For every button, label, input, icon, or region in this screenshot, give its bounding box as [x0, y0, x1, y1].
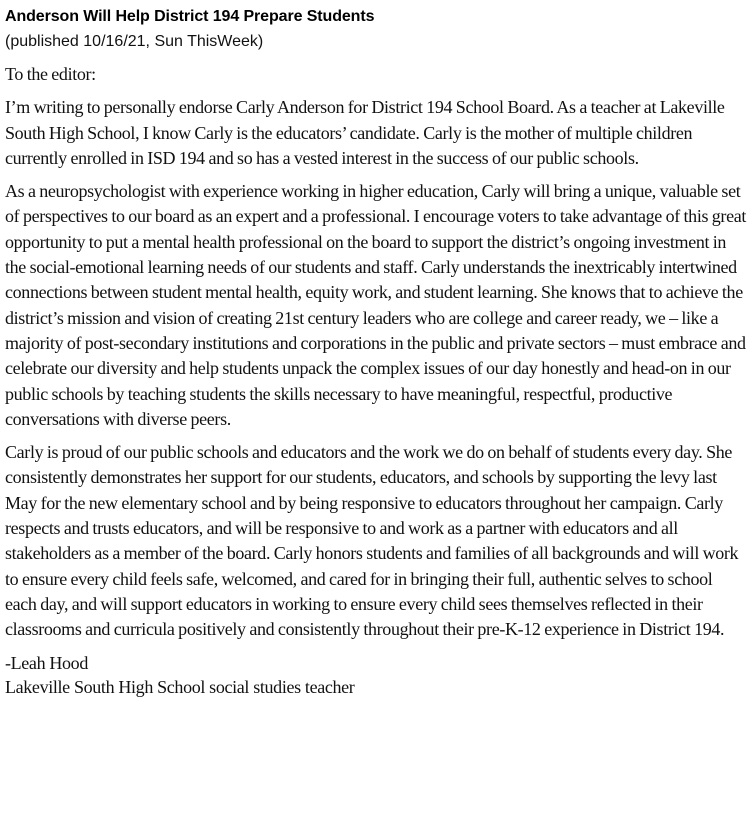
- signature-role: Lakeville South High School social studies teacher: [5, 676, 355, 697]
- signature-block: [5, 651, 746, 699]
- publication-info: (published 10/16/21, Sun ThisWeek): [5, 33, 264, 50]
- paragraph-support: Carly is proud of our public schools and educators and the work we do on behalf of students every day. She consistently demonstrates her support for our students, educators, and schools by supporting the levy last May for the new elementary school and by being responsive to educators throughout her campaign. Carly respects and trusts educators, and will be responsive to and work as a partner with educators and all stakeholders as a member of the board. Carly honors students and families of all backgrounds and will work to ensure every child feels safe, welcomed, and cared for in bringing their full, authentic selves to school each day, and will support educators in working to ensure every child sees themselves reflected in their classrooms and curricula positively and consistently throughout their pre-K-12 experience in District 194.: [5, 442, 739, 640]
- salutation: To the editor:: [5, 64, 96, 84]
- paragraph-qualifications: As a neuropsychologist with experience working in higher education, Carly will bring a unique, valuable set of perspectives to our board as an expert and a professional. I encourage voters to take advantage of this great opportunity to put a mental health professional on the board to support the district’s ongoing investment in the social-emotional learning needs of our students and staff. Carly understands the inextricably intertwined connections between student mental health, equity work, and student learning. She knows that to achieve the district’s mission and vision of creating 21st century leaders who are college and career ready, we – like a majority of post-secondary institutions and corporations in the public and private sectors – must embrace and celebrate our diversity and help students unpack the complex issues of our day honestly and head-on in our public schools by teaching students the skills necessary to have meaningful, respectful, productive conversations with diverse peers.: [5, 181, 746, 429]
- letter-title: Anderson Will Help District 194 Prepare Students: [5, 8, 375, 25]
- paragraph-endorsement: I’m writing to personally endorse Carly Anderson for District 194 School Board. As a teacher at Lakeville South High School, I know Carly is the educators’ candidate. Carly is the mother of multiple children currently enrolled in ISD 194 and so has a vested interest in the success of our public schools.: [5, 97, 725, 168]
- signature-name: -Leah Hood: [5, 652, 88, 673]
